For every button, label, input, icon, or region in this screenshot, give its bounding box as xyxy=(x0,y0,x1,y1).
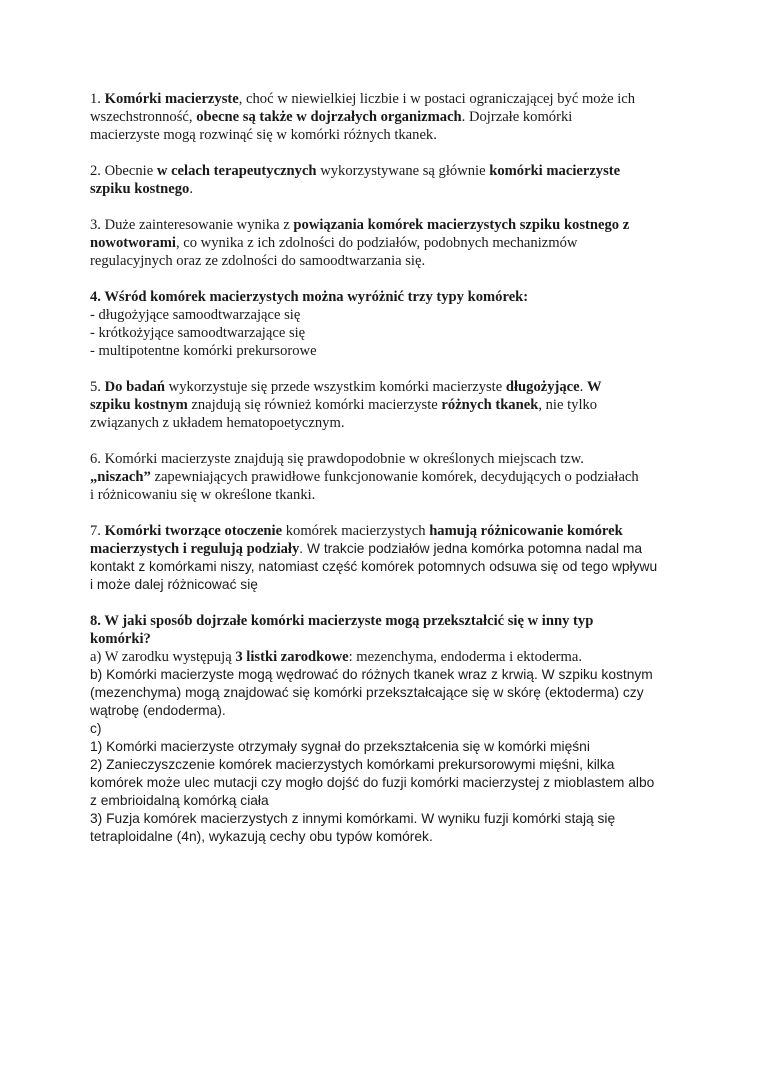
text-run: i różnicowaniu się w określone tkanki. xyxy=(90,487,316,503)
bold-text: Komórki tworzące otoczenie xyxy=(104,523,283,539)
bold-text: macierzystych i regulują podziały xyxy=(90,541,300,557)
text-run: - krótkożyjące samoodtwarzające się xyxy=(90,325,306,341)
bold-text: komórki macierzyste xyxy=(489,163,621,179)
bold-text: obecne są także w dojrzałych organizmach xyxy=(196,109,462,125)
bold-text: komórki? xyxy=(90,631,151,647)
text-run: 5. xyxy=(90,379,105,395)
text-run: zapewniających prawidłowe funkcjonowanie komórek, decydujących o podziałach xyxy=(150,469,639,485)
paragraph-6 xyxy=(90,450,690,504)
text-run: b) Komórki macierzyste mogą wędrować do różnych tkanek wraz z krwią. W szpiku kostnym xyxy=(90,667,653,682)
text-run: związanych z układem hematopoetycznym. xyxy=(90,415,345,431)
text-line xyxy=(90,810,690,828)
bold-text: „niszach” xyxy=(90,469,151,485)
bold-text: 3 listki zarodkowe xyxy=(235,649,349,665)
text-run: . xyxy=(189,181,194,197)
text-line xyxy=(90,234,690,252)
text-run: 3. Duże zainteresowanie wynika z xyxy=(90,217,294,233)
text-run: macierzyste mogą rozwinąć się w komórki różnych tkanek. xyxy=(90,127,437,143)
text-run: (mezenchyma) mogą znajdować się komórki przekształcające się w skórę (ektoderma) czy xyxy=(90,685,644,700)
paragraph-3 xyxy=(90,216,690,270)
text-line xyxy=(90,324,690,342)
text-run: - multipotentne komórki prekursorowe xyxy=(90,343,317,359)
paragraph-5 xyxy=(90,378,690,432)
text-line xyxy=(90,756,690,774)
text-run: wykorzystuje się przede wszystkim komórki macierzyste xyxy=(165,379,506,395)
bold-text: szpiku kostnego xyxy=(90,181,190,197)
text-line xyxy=(90,648,690,666)
bold-text: Do badań xyxy=(104,379,166,395)
bold-text: W xyxy=(586,379,602,395)
bold-text: szpiku kostnym xyxy=(90,397,188,413)
text-line xyxy=(90,720,690,738)
text-line xyxy=(90,738,690,756)
text-line xyxy=(90,396,690,414)
text-line xyxy=(90,180,690,198)
paragraph-1 xyxy=(90,90,690,144)
text-run: wątrobę (endoderma). xyxy=(90,703,226,718)
text-run: 1. xyxy=(90,91,105,107)
text-run: : mezenchyma, endoderma i ektoderma. xyxy=(348,649,583,665)
text-run: 3) Fuzja komórek macierzystych z innymi komórkami. W wyniku fuzji komórki stają się xyxy=(90,811,616,826)
text-run: , nie tylko xyxy=(538,397,598,413)
text-line xyxy=(90,342,690,360)
text-run: - długożyjące samoodtwarzające się xyxy=(90,307,301,323)
text-run: wszechstronność, xyxy=(90,109,197,125)
text-run: komórek może ulec mutacji czy mogło dojść do fuzji komórki macierzystej z mioblastem albo xyxy=(90,775,655,790)
text-line xyxy=(90,576,690,594)
bold-text: hamują różnicowanie komórek xyxy=(429,523,623,539)
text-line xyxy=(90,558,690,576)
text-line xyxy=(90,612,690,630)
text-run: 1) Komórki macierzyste otrzymały sygnał do przekształcenia się w komórki mięśni xyxy=(90,739,590,754)
text-line xyxy=(90,702,690,720)
text-run: c) xyxy=(90,721,102,736)
text-run: i może dalej różnicować się xyxy=(90,577,258,592)
text-line xyxy=(90,468,690,486)
text-line xyxy=(90,450,690,468)
text-run: . W trakcie podziałów jedna komórka potomna nadal ma xyxy=(299,541,643,556)
paragraph-2 xyxy=(90,162,690,198)
text-run: regulacyjnych oraz ze zdolności do samoodtwarzania się. xyxy=(90,253,426,269)
bold-text: 8. W jaki sposób dojrzałe komórki macierzyste mogą przekształcić się w inny typ xyxy=(90,613,594,629)
text-run: wykorzystywane są głównie xyxy=(316,163,490,179)
text-line xyxy=(90,774,690,792)
text-run: , choć w niewielkiej liczbie i w postaci ograniczającej być może ich xyxy=(238,91,636,107)
bold-text: nowotworami xyxy=(90,235,176,251)
text-run: kontakt z komórkami niszy, natomiast część komórek potomnych odsuwa się od tego wpływu xyxy=(90,559,658,574)
text-run: komórek macierzystych xyxy=(282,523,430,539)
text-line xyxy=(90,486,690,504)
text-line xyxy=(90,288,690,306)
paragraph-8 xyxy=(90,612,690,846)
text-run: , co wynika z ich zdolności do podziałów, podobnych mechanizmów xyxy=(175,235,578,251)
bold-text: różnych tkanek xyxy=(441,397,539,413)
paragraph-7 xyxy=(90,522,690,594)
text-run: 2) Zanieczyszczenie komórek macierzystych komórkami prekursorowymi mięśni, kilka xyxy=(90,757,615,772)
text-line xyxy=(90,378,690,396)
text-line xyxy=(90,108,690,126)
text-line xyxy=(90,630,690,648)
paragraph-4 xyxy=(90,288,690,360)
text-run: 6. Komórki macierzyste znajdują się prawdopodobnie w określonych miejscach tzw. xyxy=(90,451,584,467)
text-run: z embrioidalną komórką ciała xyxy=(90,793,269,808)
text-run: . Dojrzałe komórki xyxy=(461,109,573,125)
bold-text: Komórki macierzyste xyxy=(104,91,239,107)
text-line xyxy=(90,666,690,684)
text-run: tetraploidalne (4n), wykazują cechy obu typów komórek. xyxy=(90,829,433,844)
text-run: 7. xyxy=(90,523,105,539)
bold-text: powiązania komórek macierzystych szpiku kostnego z xyxy=(293,217,630,233)
text-line xyxy=(90,252,690,270)
text-line xyxy=(90,90,690,108)
text-line xyxy=(90,522,690,540)
text-line xyxy=(90,216,690,234)
text-line xyxy=(90,684,690,702)
text-run: a) W zarodku występują xyxy=(90,649,236,665)
text-line xyxy=(90,540,690,558)
text-run: 2. Obecnie xyxy=(90,163,157,179)
text-line xyxy=(90,126,690,144)
text-run: znajdują się również komórki macierzyste xyxy=(187,397,442,413)
text-line xyxy=(90,306,690,324)
bold-text: 4. Wśród komórek macierzystych można wyróżnić trzy typy komórek: xyxy=(90,289,529,305)
text-line xyxy=(90,792,690,810)
bold-text: w celach terapeutycznych xyxy=(156,163,317,179)
text-line xyxy=(90,162,690,180)
text-line xyxy=(90,828,690,846)
bold-text: długożyjące xyxy=(505,379,580,395)
text-line xyxy=(90,414,690,432)
text-run: . xyxy=(579,379,587,395)
